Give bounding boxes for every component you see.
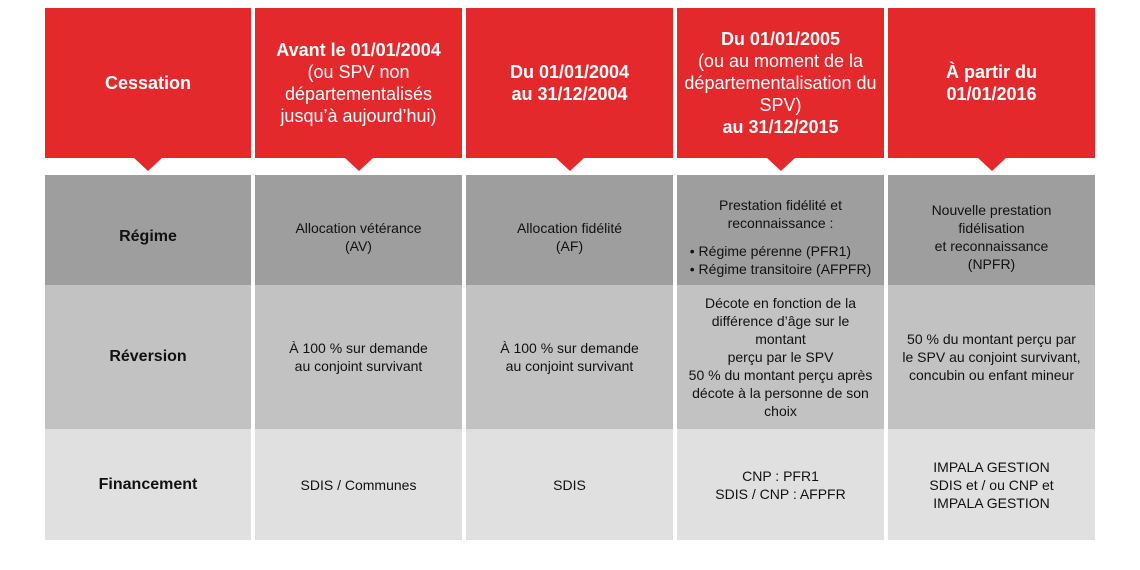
- list-item: • Régime transitoire (AFPFR): [690, 260, 872, 278]
- header-line: au 31/12/2004: [511, 84, 628, 104]
- header-line: jusqu’à aujourd’hui): [280, 106, 437, 126]
- header-line: 01/01/2016: [946, 84, 1037, 104]
- header-line: (ou au moment de la: [697, 51, 864, 71]
- row-label-regime: Régime: [45, 175, 251, 298]
- header-arrow-icon: [345, 158, 373, 171]
- cell-line: choix: [764, 403, 797, 419]
- regime-2004: [466, 175, 673, 298]
- regime-2016: [888, 175, 1095, 298]
- cell-line: SDIS et / ou CNP et: [929, 476, 1054, 493]
- cell-line: décote à la personne de son: [692, 385, 869, 401]
- cell-line: concubin ou enfant mineur: [909, 367, 1074, 383]
- cell-line: reconnaissance :: [727, 214, 834, 231]
- cell-line: À 100 % sur demande: [500, 340, 639, 356]
- cell-line: CNP : PFR1: [742, 467, 819, 484]
- reversion-avant-2004: [255, 285, 462, 429]
- header-line: Du 01/01/2005: [720, 29, 841, 49]
- reversion-2016: [888, 285, 1095, 429]
- cell-line: différence d’âge sur le montant: [711, 313, 850, 347]
- reversion-2004: [466, 285, 673, 429]
- cell-line: IMPALA GESTION: [933, 458, 1050, 475]
- cell-line: (AF): [555, 237, 584, 254]
- cell-line: (AV): [345, 237, 372, 254]
- cell-line: IMPALA GESTION: [933, 494, 1050, 511]
- cell-line: Allocation vétérance: [295, 219, 422, 236]
- header-2004: [466, 8, 673, 158]
- list-item: • Régime pérenne (PFR1): [690, 242, 872, 260]
- cell-line: Décote en fonction de la: [705, 295, 856, 311]
- financement-2016: [888, 429, 1095, 540]
- cell-line: 50 % du montant perçu par: [907, 331, 1076, 347]
- header-line: départementalisation du: [684, 73, 877, 93]
- cell-line: SDIS / CNP : AFPFR: [715, 485, 846, 502]
- financement-avant-2004: [255, 429, 462, 540]
- row-label-financement: Financement: [45, 429, 251, 540]
- header-2005-2015: [677, 8, 884, 158]
- reversion-2005-2015: [677, 285, 884, 429]
- header-line: au 31/12/2015: [722, 117, 839, 137]
- header-line: (ou SPV non: [307, 62, 410, 82]
- cell-line: SDIS / Communes: [300, 476, 417, 493]
- cell-line: SDIS: [553, 476, 586, 493]
- header-line: À partir du: [945, 62, 1037, 82]
- header-line: SPV): [759, 95, 802, 115]
- header-cessation-label: Cessation: [104, 73, 192, 93]
- cell-line: et reconnaissance: [934, 237, 1049, 254]
- header-arrow-icon: [767, 158, 795, 171]
- cell-line: le SPV au conjoint survivant,: [902, 349, 1081, 365]
- cell-line: (NPFR): [967, 255, 1016, 272]
- cell-line: perçu par le SPV: [727, 349, 834, 365]
- financement-2004: [466, 429, 673, 540]
- comparison-table: [45, 8, 1095, 536]
- header-line: Avant le 01/01/2004: [276, 40, 441, 60]
- cell-line: au conjoint survivant: [505, 358, 634, 374]
- regime-list: [690, 242, 872, 278]
- header-line: Du 01/01/2004: [509, 62, 630, 82]
- row-label-reversion: Réversion: [45, 285, 251, 429]
- cell-line: À 100 % sur demande: [289, 340, 428, 356]
- header-line: départementalisés: [284, 84, 433, 104]
- header-arrow-icon: [134, 158, 162, 171]
- header-avant-2004: [255, 8, 462, 158]
- header-2016: [888, 8, 1095, 158]
- cell-line: au conjoint survivant: [294, 358, 423, 374]
- cell-line: 50 % du montant perçu après: [688, 367, 873, 383]
- cell-line: Allocation fidélité: [516, 219, 623, 236]
- header-arrow-icon: [556, 158, 584, 171]
- cell-line: Nouvelle prestation fidélisation: [931, 201, 1052, 236]
- regime-2005-2015: [677, 175, 884, 298]
- financement-2005-2015: [677, 429, 884, 540]
- regime-avant-2004: [255, 175, 462, 298]
- header-arrow-icon: [978, 158, 1006, 171]
- header-cessation: [45, 8, 251, 158]
- cell-line: Prestation fidélité et: [719, 196, 842, 213]
